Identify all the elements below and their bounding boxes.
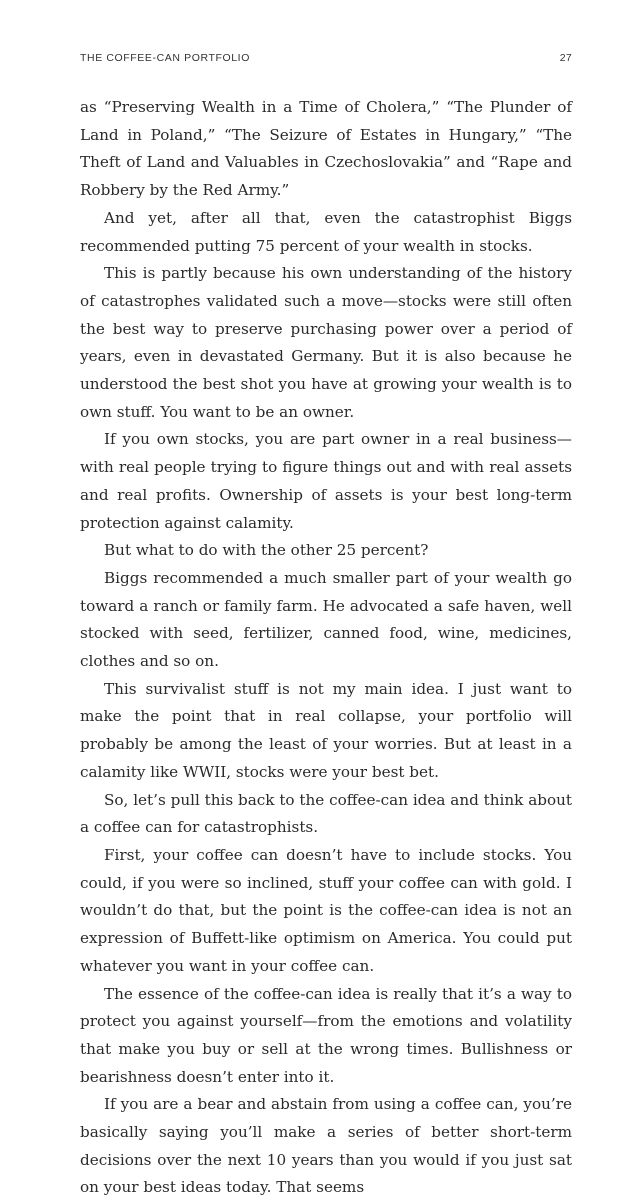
paragraph: The essence of the coffee-can idea is really that it’s a way to protect you against yourself—from the emotions and volatility that make you buy or sell at the wrong times. Bullishness or bearishness doesn’t enter into it. [80, 984, 572, 1086]
paragraph: But what to do with the other 25 percent? [104, 541, 429, 560]
running-header [80, 52, 572, 66]
paragraph: So, let’s pull this back to the coffee-can idea and think about a coffee can for catastrophists. [80, 790, 573, 837]
paragraph: If you own stocks, you are part owner in a real business—with real people trying to figure things out and with real assets and real profits. Ownership of assets is your best long-term protection against calamity. [80, 430, 572, 532]
running-title: THE COFFEE-CAN PORTFOLIO [80, 52, 250, 64]
paragraph: This survivalist stuff is not my main idea. I just want to make the point that in real collapse, your portfolio will probably be among the least of your worries. But at least in a calamity like WWII, stocks were your best bet. [80, 679, 572, 781]
paragraph: This is partly because his own understanding of the history of catastrophes validated such a move—stocks were still often the best way to preserve purchasing power over a period of years, even in devastated Germany. But it is also because he understood the best shot you have at growing your wealth is to own stuff. You want to be an owner. [80, 264, 572, 421]
page-number: 27 [559, 52, 572, 64]
paragraph: And yet, after all that, even the catastrophist Biggs recommended putting 75 percent of your wealth in stocks. [80, 208, 572, 255]
body-text [80, 94, 572, 1202]
paragraph: If you are a bear and abstain from using a coffee can, you’re basically saying you’ll make a series of better short-term decisions over the next 10 years than you would if you just sat on your best ideas today. That seems [80, 1095, 572, 1197]
paragraph: First, your coffee can doesn’t have to include stocks. You could, if you were so inclined, stuff your coffee can with gold. I wouldn’t do that, but the point is the coffee-can idea is not an expression of Buffett-like optimism on America. You could put whatever you want in your coffee can. [80, 845, 572, 975]
paragraph-continued: as “Preserving Wealth in a Time of Cholera,” “The Plunder of Land in Poland,” “The Seizure of Estates in Hungary,” “The Theft of Land and Valuables in Czechoslovakia” and “Rape and Robbery by the Red Army.” [80, 98, 572, 200]
paragraph: Biggs recommended a much smaller part of your wealth go toward a ranch or family farm. He advocated a safe haven, well stocked with seed, fertilizer, canned food, wine, medicines, clothes and so on. [80, 568, 572, 671]
